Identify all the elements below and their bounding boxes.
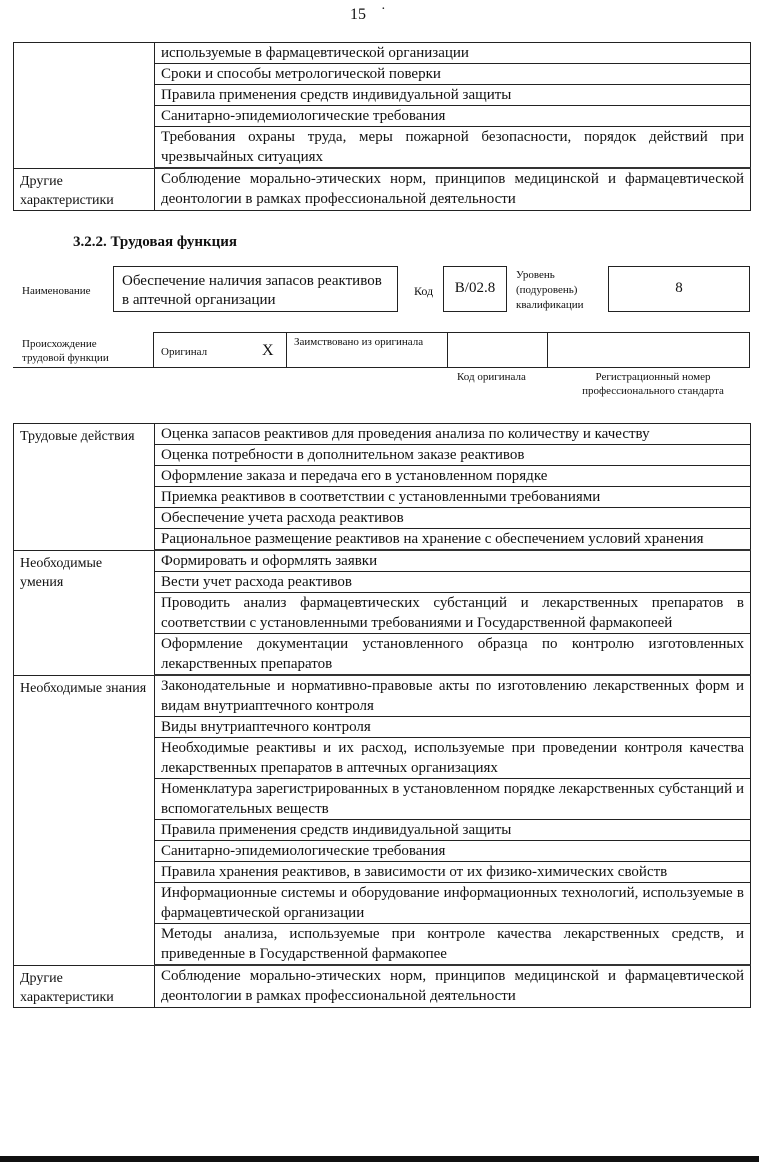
top-continuation-table	[13, 42, 751, 211]
row-item-text: Соблюдение морально-этических норм, принципов медицинской и фармацевтической деонтологии в рамках профессиональной деятельности	[155, 168, 751, 210]
origin-divider-1	[286, 332, 287, 368]
reg-number-label: Регистрационный номер профессионального стандарта	[582, 371, 724, 397]
row-item-text: Номенклатура зарегистрированных в установленном порядке лекарственных субстанций и вспомогательных веществ	[155, 779, 751, 820]
row-item-text: Оформление заказа и передача его в установленном порядке	[155, 466, 751, 487]
row-group-label: Необходимые умения	[14, 550, 155, 675]
origin-divider-3	[547, 332, 548, 368]
row-item-text: Санитарно-эпидемиологические требования	[155, 841, 751, 862]
row-item-text: Правила применения средств индивидуальной защиты	[155, 85, 751, 106]
name-label: Наименование	[22, 285, 91, 297]
original-mark: X	[262, 342, 274, 359]
row-item-text: Информационные системы и оборудование информационных технологий, используемые в фармацевтической организации	[155, 883, 751, 924]
row-item-text: Санитарно-эпидемиологические требования	[155, 106, 751, 127]
row-group-label: Необходимые знания	[14, 675, 155, 965]
row-group-label: Другие характеристики	[14, 965, 155, 1007]
row-group-label: Трудовые действия	[14, 424, 155, 551]
table-row	[14, 550, 751, 572]
row-item-text: Оформление документации установленного образца по контролю изготовленных лекарственных препаратов	[155, 634, 751, 676]
borrowed-label: Заимствовано из оригинала	[294, 336, 424, 348]
level-box	[608, 266, 750, 312]
row-item-text: Сроки и способы метрологической поверки	[155, 64, 751, 85]
origin-row	[153, 332, 750, 368]
row-item-text: Обеспечение учета расхода реактивов	[155, 508, 751, 529]
row-item-text: Формировать и оформлять заявки	[155, 550, 751, 572]
row-item-text: используемые в фармацевтической организации	[155, 43, 751, 64]
level-label-2: (подуровень)	[516, 284, 578, 296]
page-bottom-bar	[0, 1156, 759, 1162]
row-group-label: Другие характеристики	[14, 168, 155, 210]
row-item-text: Проводить анализ фармацевтических субстанций и лекарственных препаратов в соответствии с установленными требованиями и Государственной фармакопеей	[155, 593, 751, 634]
level-label-1: Уровень	[516, 269, 555, 281]
row-item-text: Правила хранения реактивов, в зависимости от их физико-химических свойств	[155, 862, 751, 883]
origin-divider-0	[153, 332, 154, 368]
page-mark: ·	[381, 2, 386, 17]
section-title: 3.2.2. Трудовая функция	[73, 234, 238, 250]
row-item-text: Виды внутриаптечного контроля	[155, 717, 751, 738]
row-item-text: Требования охраны труда, меры пожарной безопасности, порядок действий при чрезвычайных ситуациях	[155, 127, 751, 169]
row-item-text: Законодательные и нормативно-правовые акты по изготовлению лекарственных форм и видам внутриаптечного контроля	[155, 675, 751, 717]
function-name-box	[113, 266, 398, 312]
code-value: В/02.8	[454, 280, 496, 296]
origin-underline	[13, 367, 154, 368]
row-group-label	[14, 43, 155, 169]
origin-divider-2	[447, 332, 448, 368]
row-item-text: Рациональное размещение реактивов на хранение с обеспечением условий хранения	[155, 529, 751, 551]
function-name: Обеспечение наличия запасов реактивов в аптечной организации	[122, 273, 382, 308]
row-item-text: Соблюдение морально-этических норм, принципов медицинской и фармацевтической деонтологии в рамках профессиональной деятельности	[155, 965, 751, 1007]
code-label: Код	[414, 284, 434, 298]
table-row	[14, 168, 751, 210]
page-number: 15	[350, 6, 366, 23]
table-row	[14, 424, 751, 445]
row-item-text: Методы анализа, используемые при контроле качества лекарственных средств, и приведенные в Государственной фармакопее	[155, 924, 751, 966]
original-label: Оригинал	[161, 346, 208, 358]
row-item-text: Приемка реактивов в соответствии с установленными требованиями	[155, 487, 751, 508]
row-item-text: Правила применения средств индивидуальной защиты	[155, 820, 751, 841]
table-row	[14, 43, 751, 64]
labor-function-table	[13, 423, 751, 1008]
code-box	[443, 266, 507, 312]
level-label-3: квалификации	[516, 299, 584, 311]
code-original-label: Код оригинала	[457, 371, 526, 383]
table-row	[14, 675, 751, 717]
level-value: 8	[675, 280, 683, 296]
row-item-text: Вести учет расхода реактивов	[155, 572, 751, 593]
table-row	[14, 965, 751, 1007]
row-item-text: Оценка запасов реактивов для проведения анализа по количеству и качеству	[155, 424, 751, 445]
row-item-text: Необходимые реактивы и их расход, используемые при проведении контроля качества лекарственных препаратов в аптечных организациях	[155, 738, 751, 779]
row-item-text: Оценка потребности в дополнительном заказе реактивов	[155, 445, 751, 466]
origin-label: Происхождение трудовой функции	[22, 338, 109, 364]
